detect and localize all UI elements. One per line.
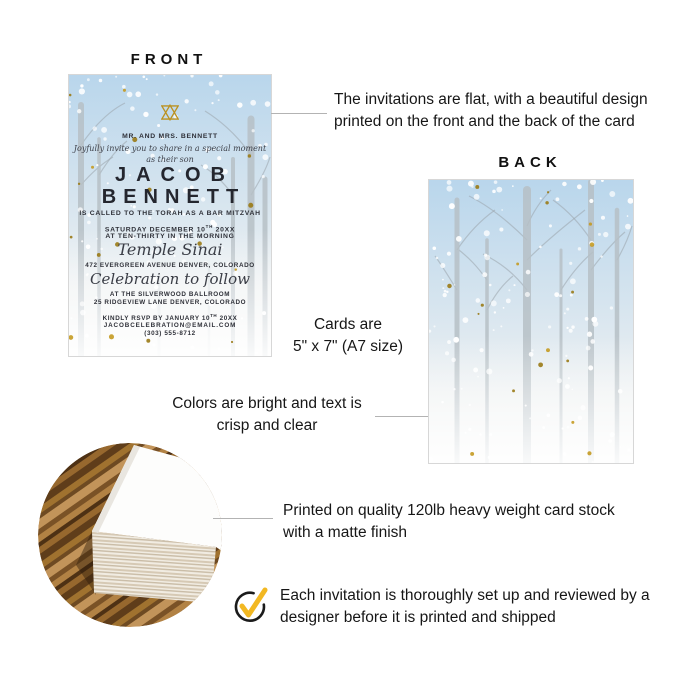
rsvp-line: KINDLY RSVP BY JANUARY 10TH 20XX [102, 313, 238, 323]
venue-name: Temple Sinai [117, 240, 223, 259]
back-label: BACK [498, 154, 562, 171]
invitation-front-card [68, 74, 272, 357]
front-label: FRONT [130, 51, 208, 68]
check-circle-icon [230, 583, 272, 627]
event-date: SATURDAY DECEMBER 10TH 20XX [104, 224, 236, 234]
rsvp-email: JACOBCELEBRATION@EMAIL.COM [103, 322, 237, 329]
honoree-last-name: BENNETT [101, 186, 246, 208]
invite-text-line2: as their son [146, 155, 194, 164]
called-to-torah-line: IS CALLED TO THE TORAH AS A BAR MITZVAH [79, 210, 261, 217]
colors-note-line1: Colors are bright and text is [172, 395, 362, 412]
colors-note-line2: crisp and clear [216, 417, 318, 434]
card-stock-note: Printed on quality 120lb heavy weight card stock with a matte finish [283, 502, 615, 541]
honoree-first-name: JACOB [114, 164, 235, 186]
callout-line-back [375, 416, 428, 417]
event-time: AT TEN-THIRTY IN THE MORNING [105, 233, 235, 240]
invitation-back-card [428, 179, 634, 464]
rsvp-phone: (303) 555-8712 [144, 330, 196, 337]
callout-line-front [271, 113, 327, 114]
card-size-line1: Cards are [313, 316, 383, 333]
celebration-address: 25 RIDGEVIEW LANE DENVER, COLORADO [93, 299, 247, 306]
flat-design-note: The invitations are flat, with a beautiful design printed on the front and the back of the card [334, 91, 648, 130]
host-names: MR. AND MRS. BENNETT [122, 133, 218, 140]
colors-note [162, 393, 372, 437]
star-of-david-icon [69, 104, 271, 126]
callout-line-photo [213, 518, 273, 519]
winter-trees-artwork-back [429, 180, 633, 463]
celebration-venue: AT THE SILVERWOOD BALLROOM [109, 291, 231, 298]
venue-address: 472 EVERGREEN AVENUE DENVER, COLORADO [85, 262, 255, 269]
card-stock-photo [38, 443, 222, 627]
card-size-note [278, 314, 418, 358]
celebration-title: Celebration to follow [90, 270, 250, 288]
review-note: Each invitation is thoroughly set up and reviewed by a designer before it is printed and shipped [280, 587, 650, 626]
card-size-line2: 5" x 7" (A7 size) [292, 338, 404, 355]
invite-text-line1: Joyfully invite you to share in a special moment [73, 144, 267, 153]
